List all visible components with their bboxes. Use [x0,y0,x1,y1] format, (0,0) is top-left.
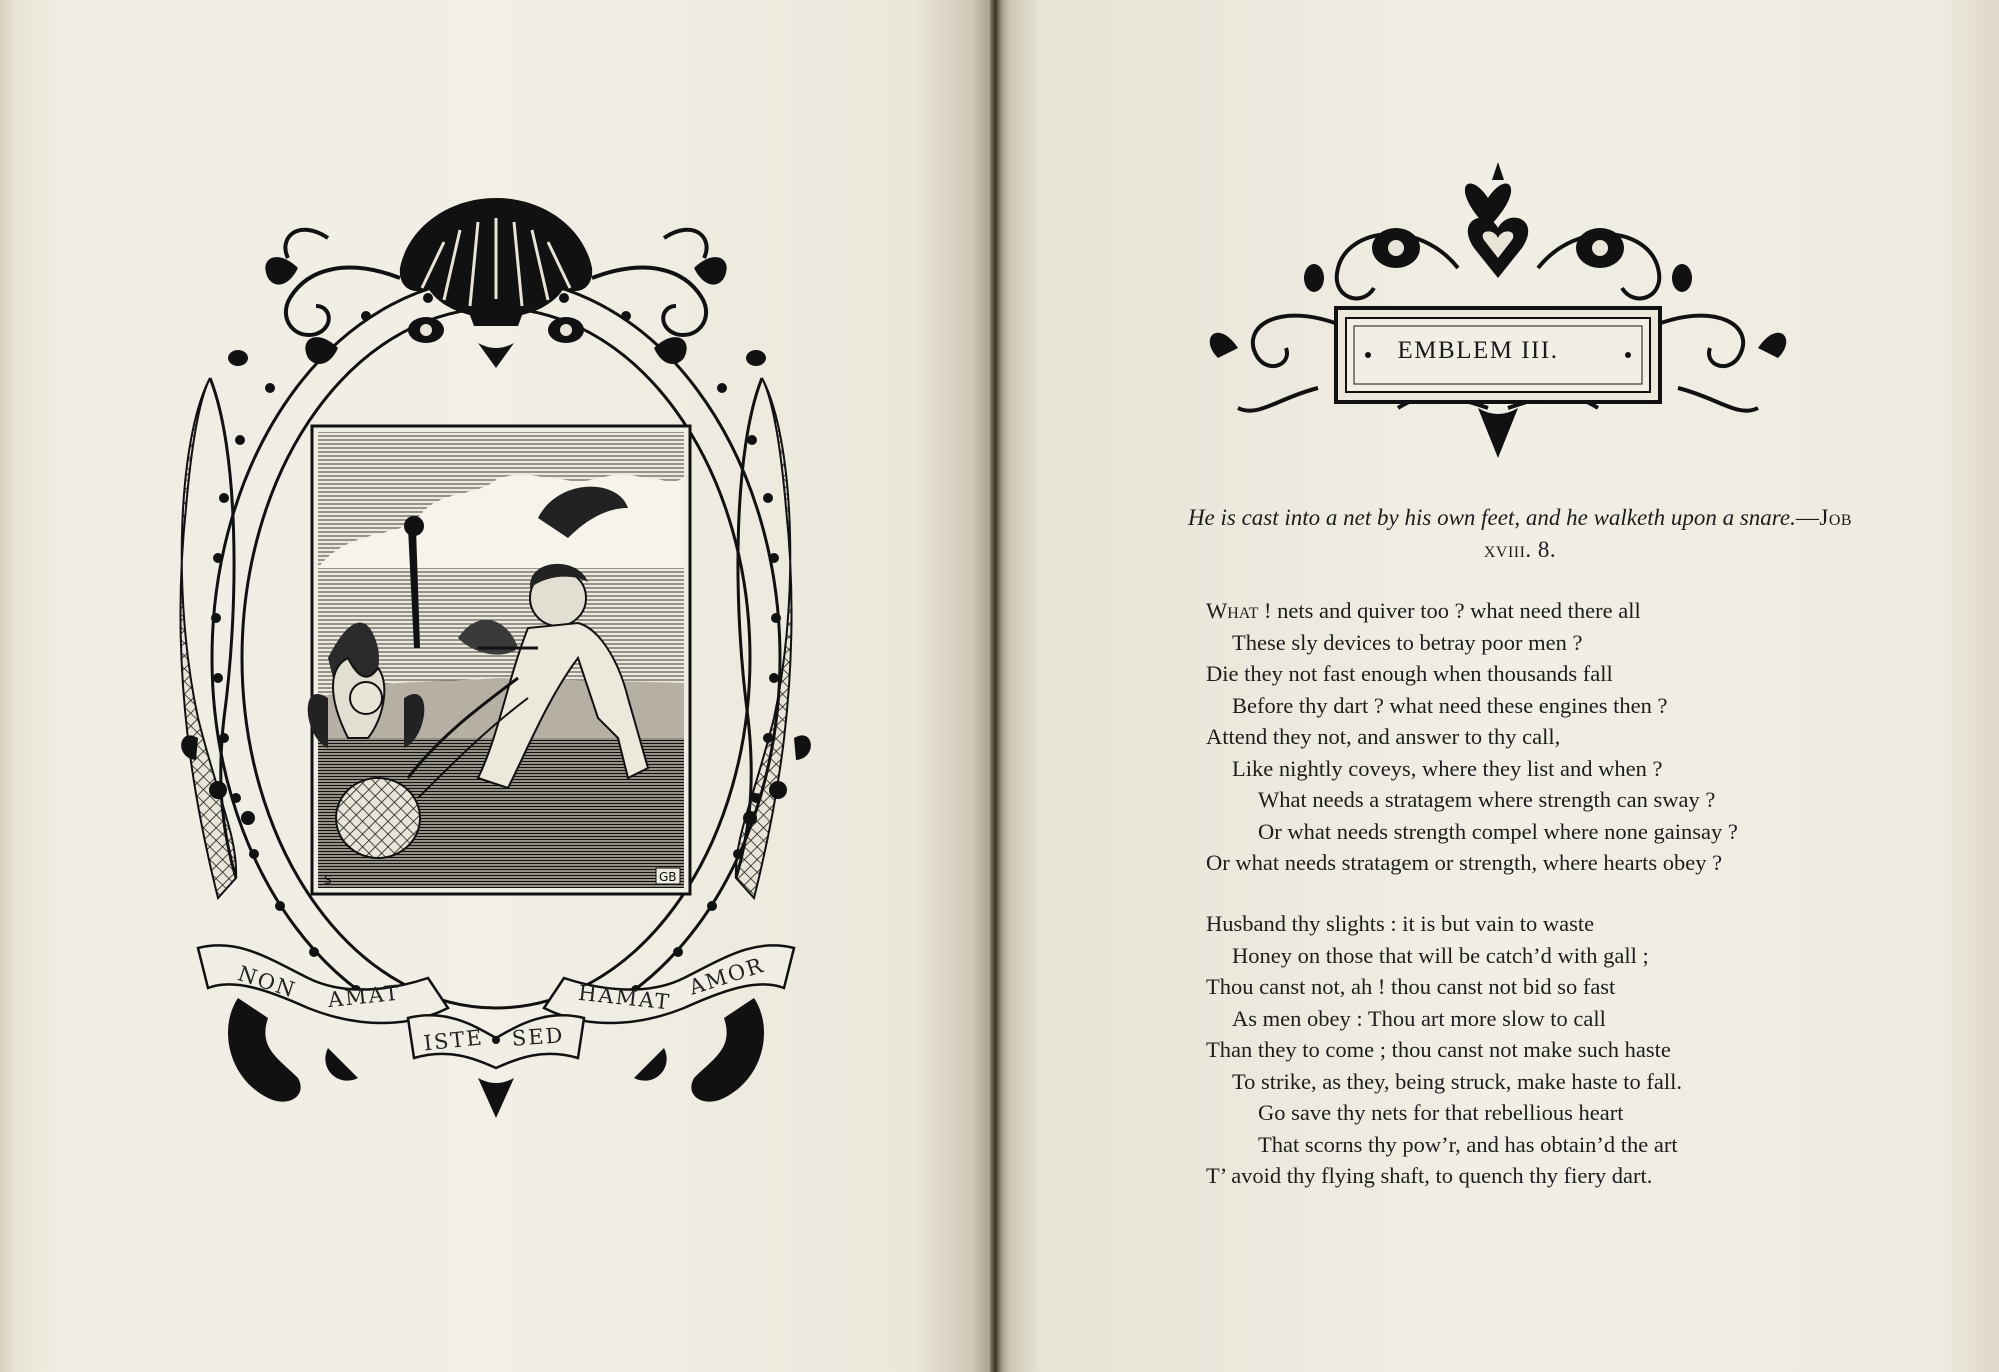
picture-signature-left: S [324,873,332,887]
motto-word-2: AMAT [326,980,402,1013]
poem-line-text: Thou canst not, ah ! thou canst not bid so fast [1206,974,1616,999]
poem-line-text: As men obey : Thou art more slow to call [1232,1005,1606,1031]
epigraph-text: He is cast into a net by his own feet, and he walketh upon a snare. [1187,505,1796,530]
poem-line [1206,721,1926,753]
frame-engraving [178,178,848,1128]
poem-first-word: What [1206,598,1259,623]
motto-word-4: AMOR [686,952,768,1000]
poem-line-text: Or what needs stratagem or strength, where hearts obey ? [1206,850,1723,875]
poem-line [1206,940,1926,972]
poem-line-text: Go save thy nets for that rebellious heart [1258,1100,1624,1125]
poem-line [1206,658,1926,690]
poem-line [1206,595,1926,627]
poem-line-text: Before thy dart ? what need these engines then ? [1232,692,1668,718]
poem-line [1206,1066,1926,1098]
poem-line-text: Attend they not, and answer to thy call, [1206,724,1561,749]
poem-line [1206,627,1926,659]
poem-line [1206,971,1926,1003]
poem-line [1206,1003,1926,1035]
poem-line-text: These sly devices to betray poor men ? [1232,629,1583,655]
motto-word-5: ISTE [422,1025,485,1056]
poem-line-text: What needs a stratagem where strength can sway ? [1258,787,1716,812]
poem-line-text: ! nets and quiver too ? what need there all [1258,598,1641,623]
poem-line-text: Die they not fast enough when thousands fall [1206,661,1613,686]
emblem-frame [178,178,848,1128]
poem-line [1206,816,1926,848]
poem-line-text: That scorns thy pow’r, and has obtain’d the art [1258,1131,1678,1157]
stanza-1 [1206,595,1926,879]
poem-line [1206,784,1926,816]
motto-word-1: NON [234,961,300,1003]
poem-line-text: Husband thy slights : it is but vain to waste [1206,911,1595,936]
poem-line-text: T’ avoid thy flying shaft, to quench thy fiery dart. [1206,1163,1653,1188]
book-gutter [990,0,1002,1372]
poem-line-text: Or what needs strength compel where none gainsay ? [1258,818,1738,844]
stanza-2 [1206,908,1926,1192]
header-engraving [1198,158,1798,468]
poem-line-text: Like nightly coveys, where they list and when ? [1232,755,1663,781]
poem-line [1206,1097,1926,1129]
poem-line [1206,690,1926,722]
epigraph [1180,502,1860,566]
poem-line-text: To strike, as they, being struck, make haste to fall. [1232,1068,1682,1094]
emblem-header-ornament [1198,158,1798,468]
poem-line [1206,847,1926,879]
motto-word-3: HAMAT [577,980,673,1015]
poem-line [1206,1129,1926,1161]
poem-line-text: Than they to come ; thou canst not make such haste [1206,1037,1671,1062]
poem-line [1206,908,1926,940]
poem-line [1206,1160,1926,1192]
emblem-title: EMBLEM III. [1397,337,1559,364]
poem-line [1206,1034,1926,1066]
motto-word-6: SED [511,1023,566,1051]
poem-line [1206,753,1926,785]
poem-line-text: Honey on those that will be catch’d with gall ; [1232,942,1649,968]
picture-signature-right: GB [659,870,677,884]
engraved-picture [308,426,690,894]
epigraph-citation: —Job xviii. 8. [1483,505,1853,562]
